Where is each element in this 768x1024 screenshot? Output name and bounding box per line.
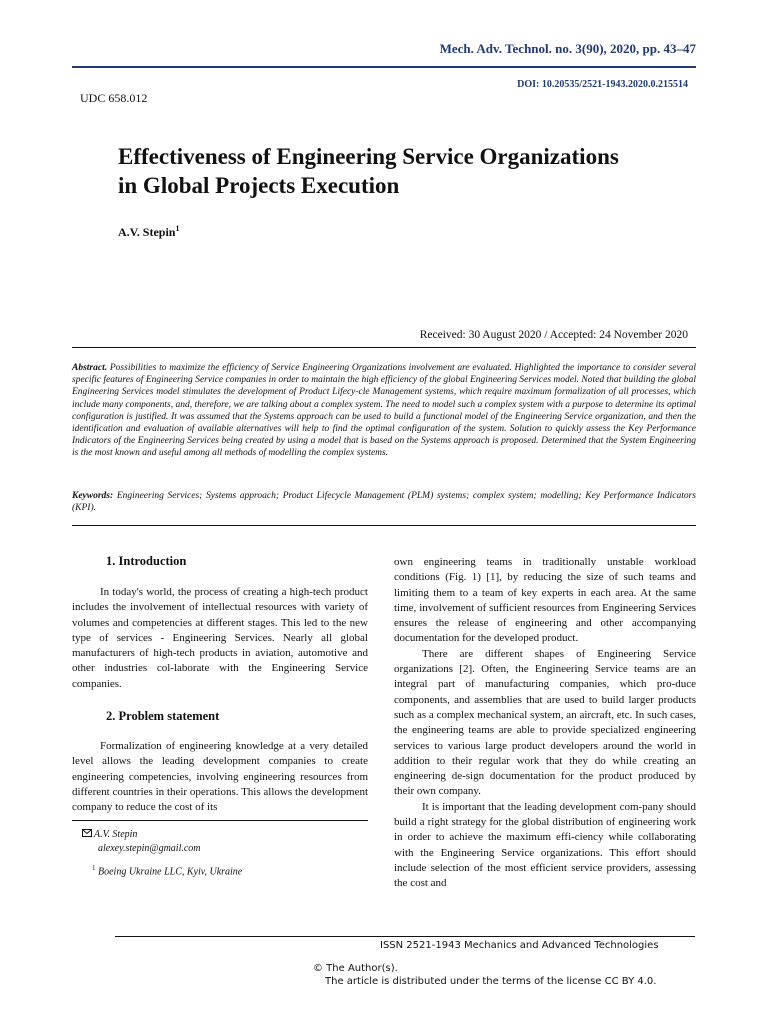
license-line: The article is distributed under the terms of the license CC BY 4.0. [325,976,657,987]
title-line-1: Effectiveness of Engineering Service Organizations [118,144,619,169]
author-affiliation-marker: 1 [175,224,180,233]
section-heading-problem-statement: 2. Problem statement [106,709,220,723]
keywords [72,490,696,514]
affiliation-text: Boeing Ukraine LLC, Kyiv, Ukraine [98,866,243,878]
affiliation [92,864,242,877]
author-name: A.V. Stepin [118,225,176,239]
abstract-text: Possibilities to maximize the efficiency of Service Engineering Organizations involvement are evaluated. Highlighted the importance to consider several specific features of Engineering Service companies in order to maintain the high efficiency of the global Engineering Services model. Noted that building the global Engineering Services model stimulates the development of Product Lifecy-cle Management systems, which require maximum formalization of all processes, which include many components, and, therefore, we are talking about a complex system. The need to model such a complex system with a purpose to determine its optimal configuration is justified. It was assumed that the Systems approach can be used to build a functional model of the Engineering Service organization, and then the identification and evaluation of available alternatives will help to find the optimal configuration of the system. Solution to quickly assess the Key Performance Indicators of the Engineering Services being created by using a model that is based on the Systems approach is proposed. Determined that the System Engineering is the most known and useful among all methods of modelling the complex systems. [72,363,697,459]
header-rule [72,66,696,68]
abstract-top-rule [72,347,696,348]
footnote-rule [72,820,368,821]
intro-paragraph [72,585,368,692]
footer-rule [115,936,695,937]
abstract-bottom-rule [72,525,696,526]
problem-paragraph [72,739,368,815]
keywords-label: Keywords: [72,491,114,501]
doi[interactable]: DOI: 10.20535/2521-1943.2020.0.215514 [517,79,688,90]
section-heading-introduction: 1. Introduction [106,554,187,568]
issn-line: ISSN 2521-1943 Mechanics and Advanced Technologies [380,940,659,951]
author [118,224,179,240]
paragraph: There are different shapes of Engineering Service organizations [2]. Often, the Engineering Service teams are an integral part of manufacturing companies, which pro-duce components, and assemblies that are used to build larger products such as a complex mechanical system, an aircraft, etc. In such cases, the engineering teams are able to provide specialized engineering services to various large product developers around the world in addition to their regular work that they do while creating an engineering de-sign documentation for the product produced by their own company. [394,647,696,798]
right-column [394,555,696,892]
abstract-label: Abstract. [72,363,108,373]
udc-code: UDC 658.012 [80,91,148,105]
affiliation-marker: 1 [92,864,96,872]
paragraph: Formalization of engineering knowledge at a very detailed level allows the leading development companies to create engineering competencies, involving engineering resources from different countries in their operations. This allows the development company to reduce the cost of its [72,740,368,814]
copyright: © The Author(s). [313,963,398,974]
journal-reference: Mech. Adv. Technol. no. 3(90), 2020, pp. 43–47 [439,41,696,56]
keywords-text: Engineering Services; Systems approach; Product Lifecycle Management (PLM) systems; complex system; modelling; Key Performance Indicators (KPI). [72,491,697,514]
paragraph: own engineering teams in traditionally unstable workload conditions (Fig. 1) [1], by reducing the size of such teams and limiting them to a team of key experts in each area. At the same time, involvement of sufficient resources from Engineering Services ensures the release of engineering and other accompanying documentation for the developed product. [394,556,696,645]
paragraph: It is important that the leading development com-pany should build a right strategy for the global distribution of engineering work in order to achieve the maximum effi-ciency while collaborating with the Engineering Service organizations. This effort should include selection of the most efficient service providers, assessing the cost and [394,800,696,890]
paper-title [118,142,718,200]
envelope-icon [82,828,94,842]
contact-email[interactable]: alexey.stepin@gmail.com [98,843,201,854]
contact-name: A.V. Stepin [94,829,138,840]
paragraph: In today's world, the process of creating a high-tech product includes the involvement of intellectual resources with variety of volumes and competencies at different stages. This led to the new type of services - Engineering Services. Nearly all global manufacturers of high-tech products in aviation, automotive and other industries col-laborate with the Engineering Service companies. [72,586,368,690]
title-line-2: in Global Projects Execution [118,173,400,198]
received-dates: Received: 30 August 2020 / Accepted: 24 November 2020 [419,329,688,341]
corresponding-author [82,828,201,856]
abstract [72,362,696,460]
